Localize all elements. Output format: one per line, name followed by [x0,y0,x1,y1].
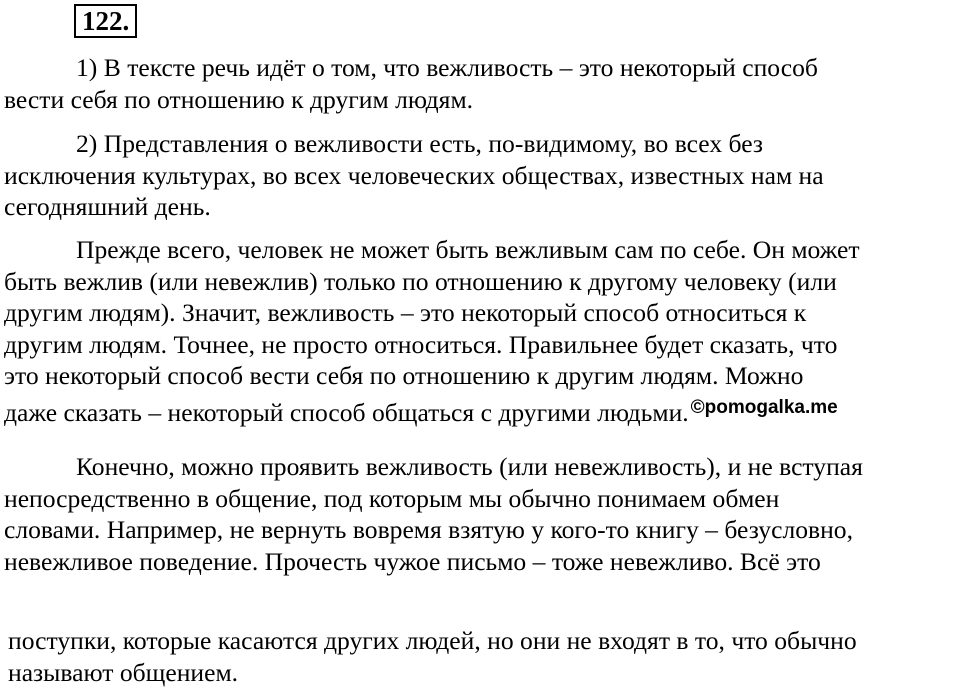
text-line: исключения культурах, во всех человеческих обществах, известных нам на [4,160,954,192]
text-line: даже сказать – некоторый способ общаться с другими людьми. [4,398,689,427]
text-line: это некоторый способ вести себя по отношению к другим людям. Можно [4,360,954,392]
text-line: другим людям). Значит, вежливость – это некоторый способ относиться к [4,297,954,329]
text-line: 2) Представления о вежливости есть, по-видимому, во всех без [4,128,954,160]
text-line: невежливое поведение. Прочесть чужое письмо – тоже невежливо. Всё это [4,546,954,578]
exercise-number: 122. [74,4,137,38]
text-line: поступки, которые касаются других людей, но они не входят в то, что обычно [8,625,958,657]
paragraph-4 [4,451,954,577]
text-line: называют общением. [8,657,958,688]
paragraph-2 [4,128,954,223]
text-line-with-watermark [4,392,954,429]
text-line: быть вежлив (или невежлив) только по отношению к другому человеку (или [4,266,954,298]
text-line: Конечно, можно проявить вежливость (или невежливость), и не вступая [4,451,954,483]
text-line: словами. Например, не вернуть вовремя взятую у кого-то книгу – безусловно, [4,514,954,546]
text-line: вести себя по отношению к другим людям. [4,84,954,116]
text-line: сегодняшний день. [4,191,954,223]
text-line: 1) В тексте речь идёт о том, что вежливость – это некоторый способ [4,52,954,84]
paragraph-5 [8,625,958,688]
paragraph-1 [4,52,954,115]
text-line: непосредственно в общение, под которым мы обычно понимаем обмен [4,483,954,515]
text-line: другим людям. Точнее, не просто относиться. Правильнее будет сказать, что [4,329,954,361]
watermark: ©pomogalka.me [691,397,838,418]
text-line: Прежде всего, человек не может быть вежливым сам по себе. Он может [4,234,954,266]
paragraph-3 [4,234,954,428]
